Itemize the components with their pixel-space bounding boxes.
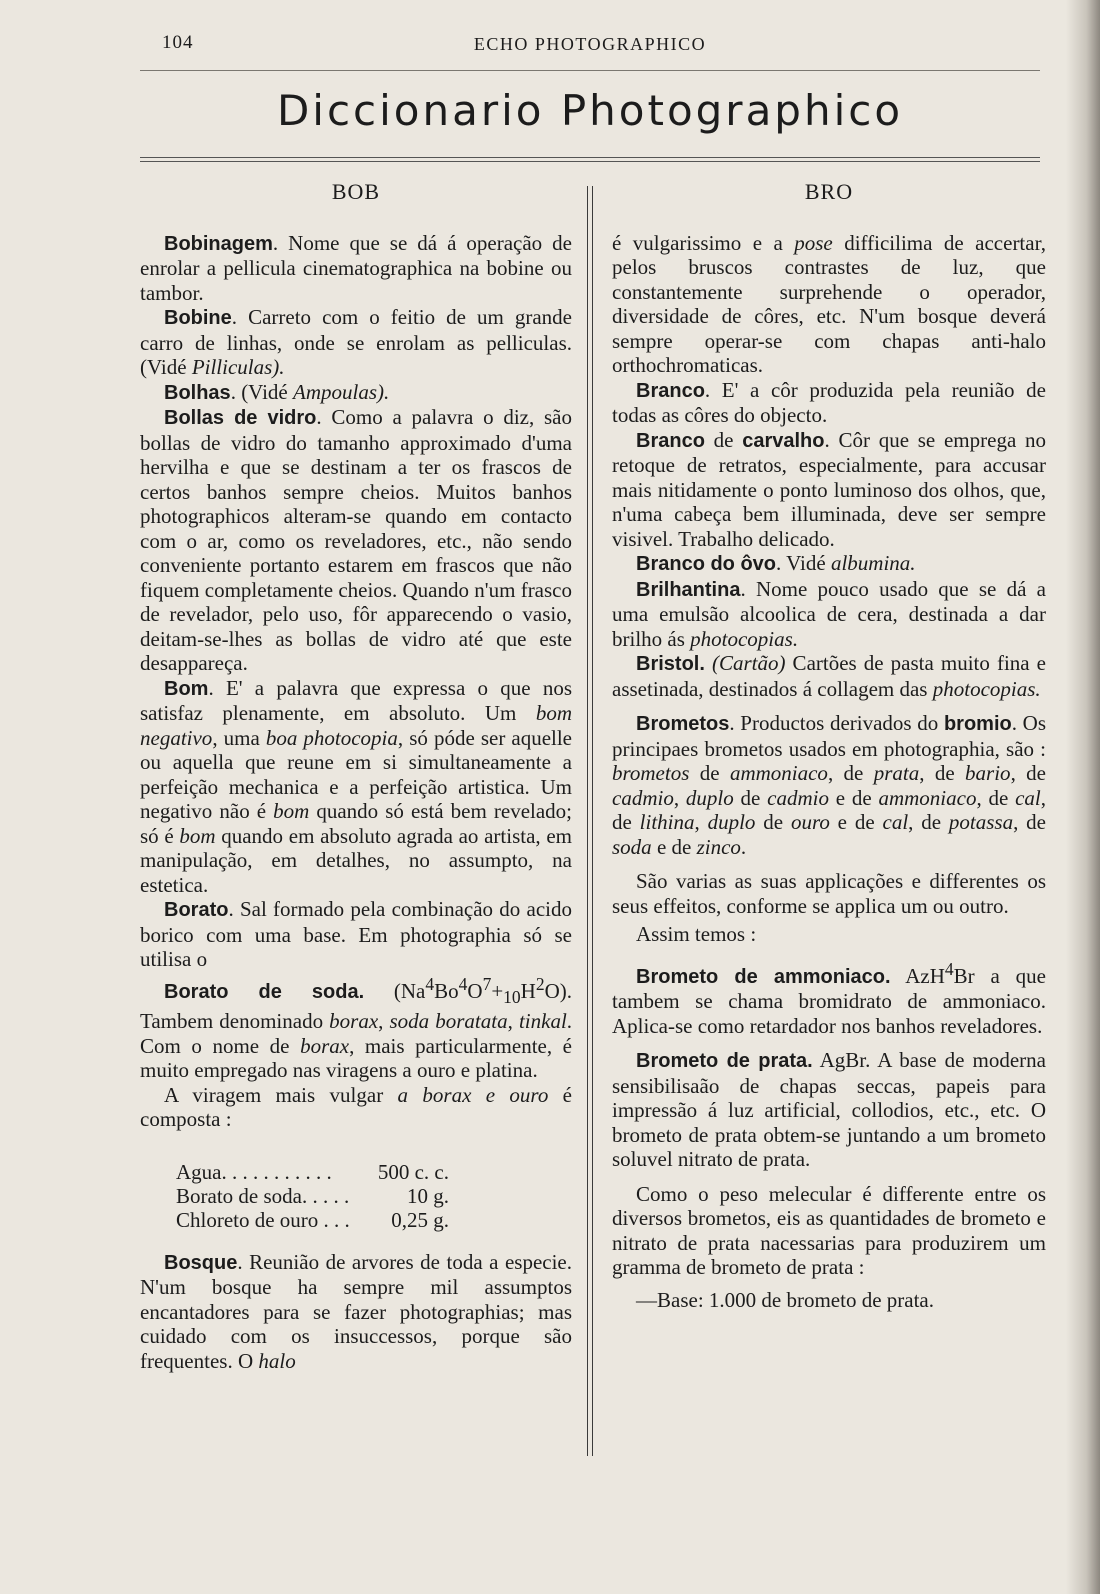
entry-text: ,: [378, 1009, 390, 1034]
entry-text: Br a que tambem se chama bromidrato de ammoniaco. Aplica-se como retardador nos banhos reveladores.: [612, 963, 1046, 1038]
entry-italic: borax: [300, 1033, 350, 1058]
entry-term: Branco: [636, 379, 705, 402]
entry-text: de: [704, 427, 743, 452]
entry-term: Bosque: [164, 1251, 238, 1274]
entry-italic: photocopias.: [932, 676, 1041, 701]
formula-row: [176, 1208, 449, 1232]
formula-item: Agua. . . . . . . . . . .: [176, 1159, 332, 1184]
entry-bristol: [612, 651, 1046, 701]
title-double-rule: [140, 157, 1040, 162]
left-column-heading: BOB: [331, 179, 381, 204]
entry-italic: photocopias.: [690, 626, 799, 651]
entry-brometos: [612, 711, 1046, 859]
entry-text: O). Tambem denominado: [140, 978, 572, 1034]
paragraph-viragem: [140, 1083, 572, 1132]
formula-row: [176, 1184, 449, 1208]
formula-qty: 10 g.: [406, 1183, 449, 1208]
paragraph-applicacoes: São varias as suas applicações e differentes os seus effeitos, conforme se applica um ou outro.: [612, 869, 1046, 918]
formula-sup: 7: [482, 973, 492, 994]
header-rule: [140, 70, 1040, 71]
entry-reference: Pilliculas).: [191, 355, 285, 379]
entry-text: , de: [919, 761, 966, 785]
entry-italic: ouro: [790, 810, 830, 834]
entry-bobine: [140, 305, 572, 380]
entry-italic: pose: [794, 230, 833, 255]
entry-term: carvalho: [742, 429, 825, 452]
entry-italic: cal: [882, 810, 909, 834]
entry-italic: cal: [1015, 785, 1041, 810]
entry-text: . (Vidé: [230, 379, 293, 404]
entry-text: ,: [673, 785, 686, 810]
entry-branco: [612, 378, 1046, 428]
entry-reference: Ampoulas).: [293, 379, 390, 404]
entry-text: . Carreto com o feitio de um grande carro de linhas, onde se enrolam as pelliculas. (Vidé: [140, 305, 572, 379]
formula-sub: 10: [503, 986, 521, 1007]
formula-sup: 4: [425, 973, 435, 994]
entry-text: difficilima de accertar, pelos bruscos contrastes de luz, que constantemente surprehende o operador, diversidade de côres, etc. N'um bosque deverá sempre operar-se com chapas anti-halo orthochromaticas.: [612, 230, 1046, 377]
entry-term: Bom: [164, 677, 209, 700]
left-column: [140, 176, 572, 1373]
entry-text: e de: [829, 810, 883, 834]
formula-qty: 500 c. c.: [377, 1159, 449, 1184]
entry-italic: bario: [965, 761, 1011, 785]
entry-text: ,: [507, 1009, 519, 1034]
formula-sup: 4: [944, 958, 954, 979]
entry-text: . Vidé: [776, 551, 831, 575]
entry-text: e de: [651, 834, 697, 859]
page-spine-shadow: [1066, 0, 1100, 1594]
entry-italic: soda: [612, 834, 652, 859]
formula-text: Bo: [434, 978, 459, 1003]
entry-text: ,: [694, 810, 708, 834]
entry-text: quando só está bem revelado; só é: [140, 799, 573, 848]
formula-table: [176, 1160, 449, 1232]
entry-text: . Com o nome de: [140, 1009, 573, 1058]
right-column-heading: BRO: [804, 179, 854, 204]
paragraph-peso-molecular: Como o peso melecular é differente entre os diversos brometos, eis as quantidades de brometo e nitrato de prata nacessarias para produzirem um gramma de brometo de prata :: [612, 1181, 1046, 1279]
entry-bolhas: [140, 380, 572, 406]
formula-item: Borato de soda. . . . .: [176, 1183, 350, 1208]
entry-italic: ammoniaco: [729, 761, 828, 785]
entry-text: . Nome pouco usado que se dá a uma emulsão alcoolica de cera, destinada a dar brilho ás: [612, 576, 1046, 651]
column-divider: [587, 186, 593, 1456]
page-header: [140, 30, 1040, 60]
entry-text: , de: [976, 785, 1016, 810]
entry-text: . E' a palavra que expressa o que nos satisfaz plenamente, em absoluto. Um: [140, 675, 572, 725]
entry-term: Bollas de vidro: [164, 407, 317, 429]
entry-text: A viragem mais vulgar: [164, 1082, 398, 1107]
entry-italic: soda boratata: [389, 1009, 508, 1034]
entry-italic: albumina.: [830, 551, 916, 575]
formula-qty: 0,25 g.: [391, 1207, 449, 1232]
entry-bollas-de-vidro: [140, 405, 572, 676]
entry-italic: brometos: [612, 761, 690, 785]
entry-term: Borato: [164, 899, 229, 921]
entry-term: Branco: [636, 429, 705, 452]
entry-term: Brometo de prata.: [636, 1050, 813, 1072]
entry-italic: bom: [179, 823, 216, 848]
entry-text: quando em absoluto agrada ao artista, em manipulação, em detalhes, no assumpto, na estetica.: [140, 823, 572, 897]
entry-term: Brometo de ammoniaco.: [636, 965, 891, 988]
entry-italic: borax: [329, 1009, 379, 1034]
entry-text: , de: [827, 761, 874, 785]
entry-text: AgBr. A base de moderna sensibilisaão de chapas seccas, papeis para impressão á luz artificial, collodios, etc., etc. O brometo de prata obtem-se juntando a um brometo soluvel nitrato de prata.: [612, 1048, 1046, 1171]
entry-term: bromio: [943, 713, 1012, 735]
entry-italic: zinco: [696, 834, 741, 859]
entry-italic: boa photocopia: [265, 725, 398, 750]
entry-text: . Productos derivados do: [729, 711, 944, 735]
entry-brometo-de-prata: [612, 1048, 1046, 1172]
entry-bom: [140, 676, 572, 898]
formula-text: (Na: [364, 978, 426, 1003]
right-column: [612, 176, 1046, 1312]
entry-italic: lithina: [639, 810, 695, 834]
entry-term: Bristol.: [636, 653, 705, 675]
entry-branco-do-ovo: [612, 551, 1046, 577]
entry-text: . Nome que se dá á operação de enrolar a pellicula cinematographica na bobine ou tambor.: [140, 230, 572, 305]
page-title: Diccionario Photographico: [276, 86, 904, 135]
entry-text: . E' a côr produzida pela reunião de todas as côres do objecto.: [612, 377, 1046, 427]
entry-borato-de-soda: [140, 972, 572, 1083]
entry-text: . Reunião de arvores de toda a especie. N'um bosque ha sempre mil assumptos encantadores para se fazer photographias; mas cuidado com os insuccessos, porque são frequentes. O: [140, 1249, 572, 1373]
formula-row: [176, 1160, 449, 1184]
entry-term: Bobine: [164, 307, 232, 329]
entry-borato: [140, 897, 572, 972]
entry-bosque-continued: [612, 231, 1046, 378]
entry-italic: cadmio: [767, 785, 829, 810]
formula-text: O: [467, 978, 483, 1003]
entry-italic: a borax e ouro: [397, 1082, 549, 1107]
entry-text: e de: [828, 785, 879, 810]
entry-term: Brilhantina: [636, 578, 741, 601]
entry-italic: ammoniaco: [878, 785, 977, 810]
entry-term: Brometos: [636, 713, 730, 735]
entry-text: . Os principaes brometos usados em photographia, são :: [612, 711, 1046, 761]
entry-text: é vulgarissimo e a: [612, 230, 795, 255]
entry-text: , de: [612, 785, 1047, 834]
entry-text: é composta :: [140, 1082, 573, 1132]
paragraph-base: —Base: 1.000 de brometo de prata.: [636, 1287, 934, 1312]
entry-bobinagem: [140, 231, 572, 306]
entry-text: , de: [908, 810, 949, 834]
entry-brilhantina: [612, 577, 1046, 652]
entry-branco-de-carvalho: [612, 428, 1046, 552]
entry-italic: tinkal: [518, 1009, 567, 1034]
formula-text: +: [491, 978, 504, 1003]
entry-italic: (Cartão): [704, 651, 786, 675]
entry-term: Branco do ôvo: [636, 553, 777, 575]
formula-text: AzH: [890, 963, 945, 988]
formula-sup: 4: [458, 973, 468, 994]
entry-text: , só póde ser aquelle ou aquella que reune em si simultaneamente a perfeição mechanica e a perfeição artistica. Um negativo não é: [140, 725, 572, 823]
entry-italic: duplo: [707, 810, 756, 834]
formula-text: H: [520, 978, 536, 1003]
entry-text: . Como a palavra o diz, são bollas de vidro do tamanho approximado d'uma hervilha e que se destinam a ter os frascos de certos banhos sempre cheios. Muitos banhos photographicos alteram-se quando em contacto com o ar, como os reveladores, etc., não sendo conveniente portanto estarem em frascos que não fiquem completamente cheios. Quando n'um frasco de revelador, pelo uso, fôr apparecendo o vasio, deitam-se-lhes as bollas de vidro até que este desappareça.: [140, 405, 572, 675]
entry-term: Bolhas: [164, 381, 231, 404]
page-number: 104: [162, 32, 194, 53]
formula-sup: 2: [535, 973, 545, 994]
paragraph-assim-temos: Assim temos :: [636, 922, 757, 946]
entry-italic: halo: [258, 1348, 296, 1373]
entry-term: Borato de soda.: [164, 980, 365, 1003]
entry-text: de: [733, 785, 768, 810]
entry-italic: potassa: [948, 810, 1014, 834]
entry-brometo-de-ammoniaco: [612, 957, 1046, 1039]
running-title: ECHO PHOTOGRAPHICO: [473, 34, 707, 54]
entry-text: , de: [1010, 761, 1046, 785]
formula-item: Chloreto de ouro . . .: [176, 1207, 350, 1232]
entry-italic: bom: [273, 799, 310, 823]
entry-italic: prata: [873, 761, 920, 785]
entry-text: . Sal formado pela combinação do acido borico com uma base. Em photographia só se utilisa o: [140, 897, 572, 971]
entry-italic: duplo: [685, 785, 734, 810]
entry-text: , mais particularmente, é muito empregado nas viragens a ouro e platina.: [140, 1033, 572, 1083]
entry-text: , uma: [212, 725, 266, 750]
entry-text: , de: [1013, 810, 1046, 834]
entry-text: de: [689, 761, 730, 785]
entry-term: Bobinagem: [164, 232, 273, 255]
entry-text: Cartões de pasta muito fina e assetinada, destinados á collagem das: [612, 651, 1047, 701]
entry-text: . Côr que se emprega no retoque de retratos, especialmente, para accusar mais nitidamente o ponto luminoso dos olhos, que, n'uma cabeça bem illuminada, deve ser sempre visivel. Trabalho delicado.: [612, 427, 1046, 551]
entry-bosque: [140, 1250, 572, 1374]
entry-text: .: [740, 834, 747, 859]
entry-text: de: [755, 810, 791, 834]
entry-italic: cadmio: [612, 785, 674, 810]
entry-italic: bom negativo: [140, 701, 572, 750]
